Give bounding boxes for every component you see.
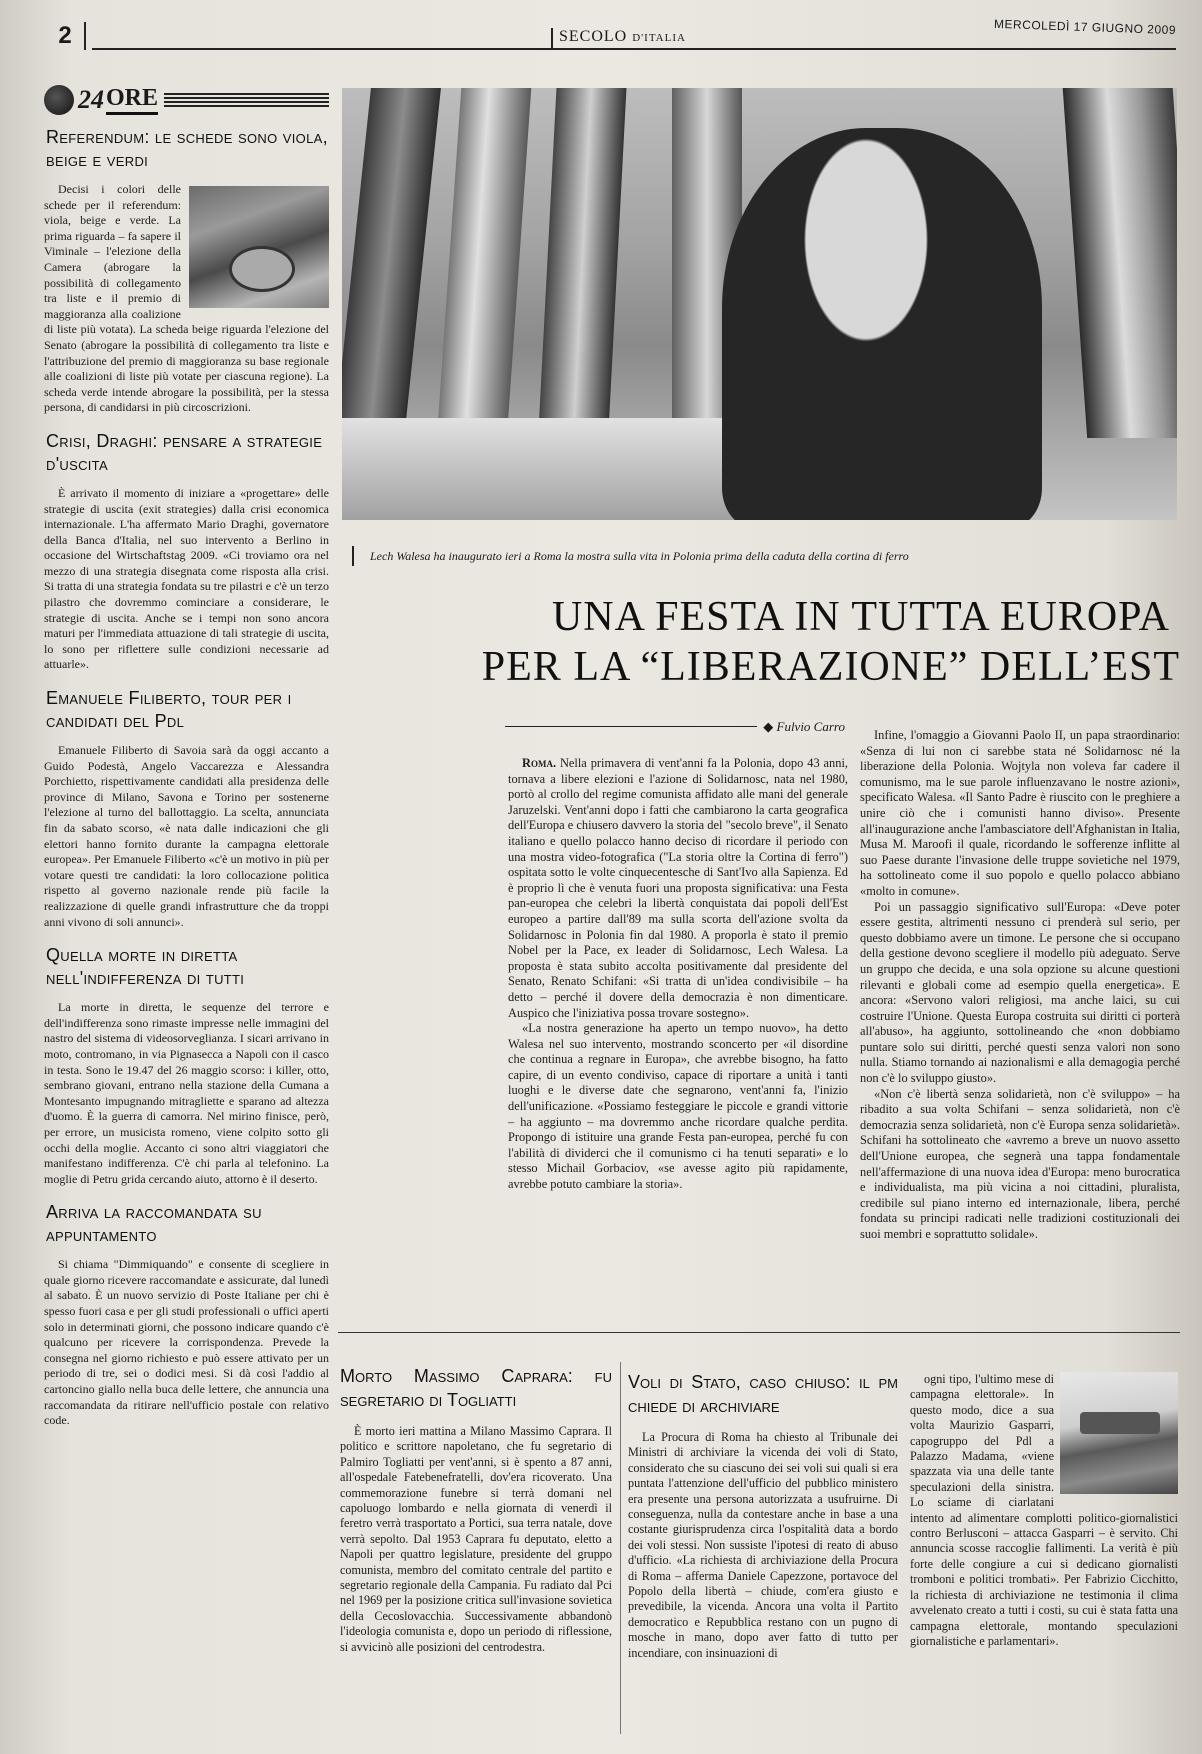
section-brand bbox=[44, 84, 329, 116]
brief-title: Quella morte in diretta nell'indifferenza di tutti bbox=[46, 945, 245, 989]
byline-rule bbox=[505, 719, 845, 734]
page-number: 2 bbox=[46, 22, 86, 50]
flag bbox=[437, 88, 532, 438]
flag bbox=[538, 88, 627, 438]
main-headline bbox=[410, 592, 1180, 692]
brief-referendum bbox=[44, 126, 329, 416]
airplane-photo bbox=[1060, 1372, 1178, 1494]
brief-raccomandata bbox=[44, 1201, 329, 1429]
section-divider bbox=[338, 1332, 1180, 1333]
article-paragraph: Poi un passaggio significativo sull'Europa: «Deve poter essere gestita, altrimenti nessuno ci prenderà sul serio, per questo dobbiamo avere un timone. Le persone che si occupano della gestione devono scegliere il modello più adeguato. Serve un gruppo che decida, e una sola opzione su alcune questioni rilevanti e globali come ad esempio quella energetica». E ancora: «Servono valori religiosi, ma anche laici, su cui costruire l'Unione. Questa Europa costruita sui diritti ci porterà all'abuso», ha aggiunto, sottolineando che «non dobbiamo puntare solo sui diritti, perché questi senza valori non sono nulla. Stiamo tornando ai nazionalismi e alla demagogia perché non c'è lo sviluppo giusto». bbox=[860, 899, 1180, 1086]
flag bbox=[1062, 88, 1177, 438]
article-paragraph: Infine, l'omaggio a Giovanni Paolo II, un papa straordinario: «Senza di lui non ci sarebbe stata né Solidarnosc né la liberazione della Polonia. Wojtyla non voleva far cadere il comunismo, ma le sue parole influenzavano le nostre azioni», specificato Walesa. «Il Santo Padre è riuscito con le preghiere a unire ciò che i comunisti hanno diviso». Presente all'inaugurazione anche l'ambasciatore dell'Afghanistan in Italia, Musa M. Maroofi il quale, ricordando le sofferenze inflitte al suo Paese durante l'invasione delle truppe sovietiche nel 1979, ha sottolineato come il suo popolo e quello polacco abbiano «molto in comune». bbox=[860, 728, 1180, 898]
brief-draghi bbox=[44, 430, 329, 673]
masthead-small: D'ITALIA bbox=[632, 32, 686, 44]
article-paragraph: «La nostra generazione ha aperto un tempo nuovo», ha detto Walesa nel suo intervento, mostrando sconcerto per «il disordine che continua a regnare in Europa», che avrebbe bisogno, ha fatto capire, di un evento condiviso, capace di riportare a unità i tanti luoghi e le diverse date che segnarono, vent'anni fa, l'inizio dell'unificazione. «Possiamo festeggiare le piccole e grandi vittorie – ha aggiunto – ma dovremmo anche ricordare qualche perdita. Propongo di istituire una grande Festa pan-europea, perché fu con l'abilità di dividerci che il comunismo ci ha tenuti separati» e lo stesso Michail Gorbaciov, «se avesse agito più rapidamente, avrebbe potuto cambiare la storia». bbox=[508, 1021, 848, 1192]
headline-line-1: UNA FESTA IN TUTTA EUROPA bbox=[551, 594, 1170, 640]
article-column-1 bbox=[508, 756, 848, 1193]
brief-text: Si chiama "Dimmiquando" e consente di scegliere in quale giorno ricevere raccomandate e assicurate, dal lunedì al sabato. È un nuovo servizio di Poste Italiane per chi è spesso fuori casa e per gli studi professionali o uffici aperti solo in determinati giorni, che possono indicare quando c'è qualcuno per ricevere la corrispondenza. Prevede la consegna nel giorno richiesto e può essere attivato per un periodo di tre, sei o dodici mesi. Si dà così l'addio al cartoncino giallo nella buca delle lettere, che annuncia una raccomandata da ritirare nell'ufficio postale con relativo code. bbox=[44, 1257, 329, 1428]
article-paragraph bbox=[508, 756, 848, 1021]
caprara-text: È morto ieri mattina a Milano Massimo Caprara. Il politico e scrittore napoletano, che fu segretario di Palmiro Togliatti per vent'anni, si è spento a 87 anni, all'ospedale Fatebenefratelli, dov'era ricoverato. Una commemorazione funebre si terrà domani nel capoluogo lombardo e nella giornata di venerdì il feretro verrà trasportato a Portici, sua terra natale, dove verrà sepolto. Dal 1953 Caprara fu deputato, eletto a Napoli per quattro legislature, presidente del gruppo comunista, membro del comitato centrale del partito e segretario regionale della Campania. Fu radiato dal Pci nel 1969 per la posizione critica sull'invasione sovietica della Cecoslovacchia. Successivamente abbandonò l'ideologia comunista e, dopo un periodo di riflessione, si avvicinò alle posizioni del centrodestra. bbox=[340, 1424, 612, 1654]
dateline: Roma. bbox=[522, 756, 557, 770]
issue-date: MERCOLEDÌ 17 GIUGNO 2009 bbox=[993, 16, 1177, 38]
masthead bbox=[551, 28, 686, 50]
walesa-photo bbox=[342, 88, 1177, 520]
brief-title: Emanuele Filiberto, tour per i candidati del Pdl bbox=[46, 688, 292, 732]
caprara-title: Morto Massimo Caprara: fu segretario di Togliatti bbox=[340, 1366, 612, 1410]
voli-title: Voli di Stato, caso chiuso: il pm chiede di archiviare bbox=[628, 1372, 898, 1416]
brief-title: Arriva la raccomandata su appuntamento bbox=[46, 1202, 262, 1246]
brief-text: È arrivato il momento di iniziare a «progettare» delle strategie di uscita (exit strategies) dalla crisi economica internazionale. L'ha affermato Mario Draghi, governatore della Banca d'Italia, nel suo intervento a Berlino in occasione del Wirtschaftstag 2009. «Ci troviamo ora nel mezzo di una strategia disegnata come risposta alla crisi. Si tratta di una strategia fondata su tre pilastri e c'è un terzo pilastro che dovremmo cominciare a considerare, le strategie di uscita. Anche se i tempi non sono ancora maturi per l'immediata attuazione di tali strategie di uscita, lo sono per riflettere sulle condizioni necessarie ad attuarle». bbox=[44, 485, 329, 672]
ballot-photo bbox=[189, 186, 329, 308]
byline: ◆ Fulvio Carro bbox=[757, 719, 845, 735]
news-briefs-column bbox=[44, 84, 329, 1429]
voli-text-continued: ogni tipo, l'ultimo mese di campagna elettorale». In questo modo, dice a sua volta Maurizio Gasparri, capogruppo del Pdl a Palazzo Madama, «viene spazzata via una delle tante speculazioni della sinistra. Lo sciame di ciarlatani intento ad alimentare complotti politico-giornalistici contro Berlusconi – attacca Gasparri – è servito. Chi annuncia scosse raccoglie fallimenti. La verità è più forte delle congiure a cui si dedicano giornalisti tromboni e politici trombati». Per Fabrizio Cicchitto, la richiesta di archiviazione ne testimonia il clima avvelenato creato a tutti i costi, su cui è stata fatta una campagna elettorale, montando speculazioni giornalistiche e parlamentari». bbox=[910, 1372, 1178, 1648]
speaker-figure bbox=[722, 128, 1042, 520]
headline-line-2: PER LA “LIBERAZIONE” DELL’EST bbox=[481, 644, 1180, 690]
caprara-article bbox=[340, 1364, 612, 1655]
page-header bbox=[46, 18, 1176, 52]
brief-text: Decisi i colori delle schede per il referendum: viola, beige e verde. La prima riguarda – fa sapere il Viminale – l'elezione della Camera (abrogare la possibilità di collegamento tra liste e il premio di maggioranza alla coalizione di liste più votata). La scheda beige riguarda l'elezione del Senato (abrogare la possibilità di collegamento tra liste e l'attribuzione del premio di maggioranza su base regionale alle coalizioni di liste più votate per ciascuna regione). La scheda verde intende abrogare la possibilità, per la stessa persona, di candidarsi in più circoscrizioni. bbox=[44, 182, 329, 415]
brand-word: ORE bbox=[106, 85, 158, 115]
article-text: Nella primavera di vent'anni fa la Polonia, dopo 43 anni, tornava a libere elezioni e l'azione di Solidarnosc, nata nel 1980, portò al crollo del regime comunista affidato alle mani del generale Jaruzelski. Vent'anni dopo i fatti che cambiarono la carta geografica dell'Europa e chiusero davvero la storia del "secolo breve", il Senato italiano e quello polacco hanno deciso di ricordare il periodo con una mostra video-fotografica ("La storia oltre la Cortina di ferro") ospitata sotto le volte cinquecentesche di Sant'Ivo alla Sapienza. Ed è proprio lì che è venuta fuori una proposta significativa: una Festa pan-europea che celebri la libertà conquistata dai popoli dell'Est europeo a partire dall'89 ma sulla scorta dell'azione svolta da Solidarnosc in Polonia fin dal 1980. A proporla è stato il premio Nobel per la Pace, ex leader di Solidarnosc, Lech Walesa. La proposta è stata subito accolta positivamente dal presidente del Senato, Renato Schifani: «Si tratta di un'idea condivisibile – ha detto – perché il dovere della democrazia è non dimenticare. Auspico che l'iniziativa possa trovare sostegno». bbox=[508, 756, 848, 1020]
column-divider bbox=[620, 1362, 621, 1734]
voli-text: La Procura di Roma ha chiesto al Tribunale dei Ministri di archiviare la vicenda dei voli di Stato, considerato che su ciascuno dei sei voli sui quali si era puntata l'attenzione dell'ufficio del pubblico ministero era presente una persona autorizzata a usufruirne. Di conseguenza, nulla da contestare anche in base a una costante giurisprudenza circa l'ospitalità data a bordo dei voli stessi. Non sussiste l'ipotesi di reato di abuso d'ufficio. «La richiesta di archiviazione della Procura di Roma – afferma Daniele Capezzone, portavoce del Popolo della libertà – chiude, com'era giusto e prevedibile, la vicenda. Ancora una volta il Partito democratico e Repubblica restano con un pugno di mosche in mano, dopo aver fatto di tutto per incendiare, con insinuazioni di bbox=[628, 1430, 898, 1660]
brand-bar bbox=[164, 93, 329, 107]
brief-text: La morte in diretta, le sequenze del terrore e dell'indifferenza sono rimaste impresse nelle immagini del nastro del sistema di videosorveglianza. I sicari arrivano in moto, contromano, in via Pignasecca a Napoli con il casco in testa. Sono le 19.47 del 26 maggio scorso: i killer, otto, sembrano giovani, entrano nella stazione della Cumana a Montesanto impugnando mitragliette e sparano ad altezza d'uomo. È la guerra di camorra. Nel mirino finisce, però, per errore, un musicista romeno, viene colpito sotto gli occhi della moglie. Accanto ci sono altri viaggiatori che manifestano indifferenza. C'è chi parla al telefonino. La moglie di Petru grida cercando aiuto, attorno è il deserto. bbox=[44, 1000, 329, 1186]
brief-text: Emanuele Filiberto di Savoia sarà da oggi accanto a Guido Podestà, Angelo Vaccarezza e Alessandra Porchietto, rispettivamente candidati alla presidenza delle province di Milano, Savona e Torino per sostenerne l'elezione al turno del ballottaggio. La scelta, annunciata fin da sabato scorso, «è nata dalle indicazioni che gli elettori hanno fornito durante la campagna elettorale europea». Per Emanuele Filiberto «c'è un motivo in più per votare questi tre candidati: la loro collocazione politica rispetto al governo nazionale rende più facile la realizzazione di quelle grandi infrastrutture che da troppi anni vivono di soli annunci». bbox=[44, 743, 329, 929]
voli-article-continued bbox=[910, 1372, 1178, 1649]
article-column-2 bbox=[860, 728, 1180, 1243]
photo-caption: Lech Walesa ha inaugurato ieri a Roma la mostra sulla vita in Polonia prima della caduta della cortina di ferro bbox=[352, 546, 909, 566]
globe-icon bbox=[44, 85, 74, 115]
masthead-main: SECOLO bbox=[559, 28, 628, 45]
article-paragraph: «Non c'è libertà senza solidarietà, non c'è sviluppo» – ha ribadito a sua volta Schifani – senza solidarietà, non c'è democrazia senza solidarietà, non c'è Europa senza solidarietà». Schifani ha sottolineato che «avremo a breve un nuovo assetto dell'Unione europea, che segnerà una tappa fondamentale nell'affermazione di una nuova idea d'Europa: meno burocratica e individualista, ma più vicina a noi cittadini, pluralista, credibile sul piano interno ed internazionale, libera, perché fondata su principi radicati nelle tradizioni costituzionali dei suoi membri e soprattutto solidale». bbox=[860, 1086, 1180, 1241]
voli-article bbox=[628, 1370, 898, 1661]
flag bbox=[342, 88, 442, 438]
brief-morte-diretta bbox=[44, 944, 329, 1187]
podium bbox=[342, 418, 782, 520]
brand-number: 24 bbox=[78, 85, 104, 114]
brief-filiberto bbox=[44, 687, 329, 930]
brief-title: Crisi, Draghi: pensare a strategie d'uscita bbox=[46, 430, 323, 474]
brief-title: Referendum: le schede sono viola, beige e verdi bbox=[46, 127, 328, 170]
